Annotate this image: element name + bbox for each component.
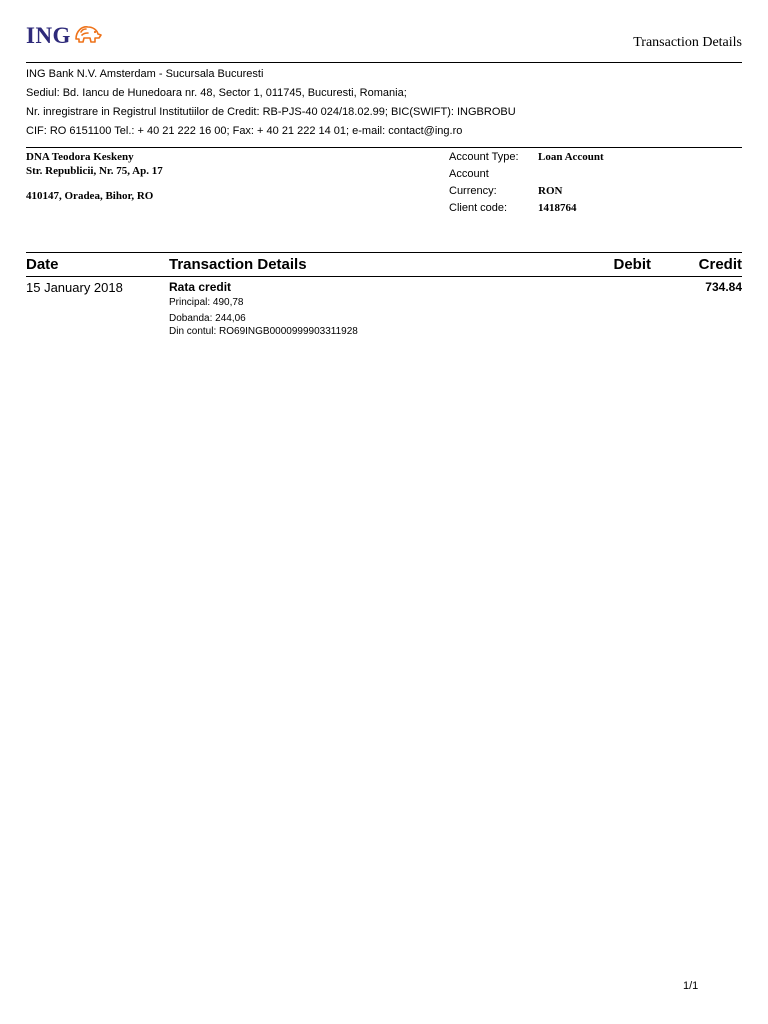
bank-registration-line: Nr. inregistrare in Registrul Institutiilor de Credit: RB-PJS-40 024/18.02.99; BIC(SWIFT): INGBROBU [26, 106, 516, 118]
account-type-label: Account Type: [449, 151, 519, 163]
ing-logo [26, 22, 103, 50]
column-header-debit: Debit [613, 256, 651, 273]
lion-icon [73, 23, 103, 50]
row-title: Rata credit [169, 280, 232, 294]
logo-text: ING [26, 23, 71, 48]
document-title: Transaction Details [633, 35, 742, 50]
client-city: 410147, Oradea, Bihor, RO [26, 190, 154, 202]
row-date: 15 January 2018 [26, 280, 123, 295]
column-header-date: Date [26, 256, 59, 273]
currency-value: RON [538, 185, 563, 197]
bank-contact-line: CIF: RO 6151100 Tel.: + 40 21 222 16 00; Fax: + 40 21 222 14 01; e-mail: contact@ing.ro [26, 125, 463, 137]
row-principal: Principal: 490,78 [169, 297, 244, 308]
account-type-value: Loan Account [538, 151, 604, 163]
divider [26, 62, 742, 63]
row-dobanda: Dobanda: 244,06 [169, 313, 246, 324]
bank-name-line: ING Bank N.V. Amsterdam - Sucursala Bucuresti [26, 68, 264, 80]
client-code-value: 1418764 [538, 202, 577, 214]
account-label: Account [449, 168, 489, 180]
bank-address-line: Sediul: Bd. Iancu de Hunedoara nr. 48, Sector 1, 011745, Bucuresti, Romania; [26, 87, 407, 99]
row-din-contul: Din contul: RO69INGB0000999903311928 [169, 326, 358, 337]
client-name: DNA Teodora Keskeny [26, 151, 134, 163]
page-number: 1/1 [683, 980, 699, 992]
divider [26, 147, 742, 148]
client-street: Str. Republicii, Nr. 75, Ap. 17 [26, 165, 163, 177]
row-credit: 734.84 [705, 280, 742, 294]
divider [26, 276, 742, 277]
column-header-credit: Credit [698, 256, 742, 273]
divider [26, 252, 742, 253]
currency-label: Currency: [449, 185, 497, 197]
column-header-details: Transaction Details [169, 256, 307, 273]
client-code-label: Client code: [449, 202, 508, 214]
